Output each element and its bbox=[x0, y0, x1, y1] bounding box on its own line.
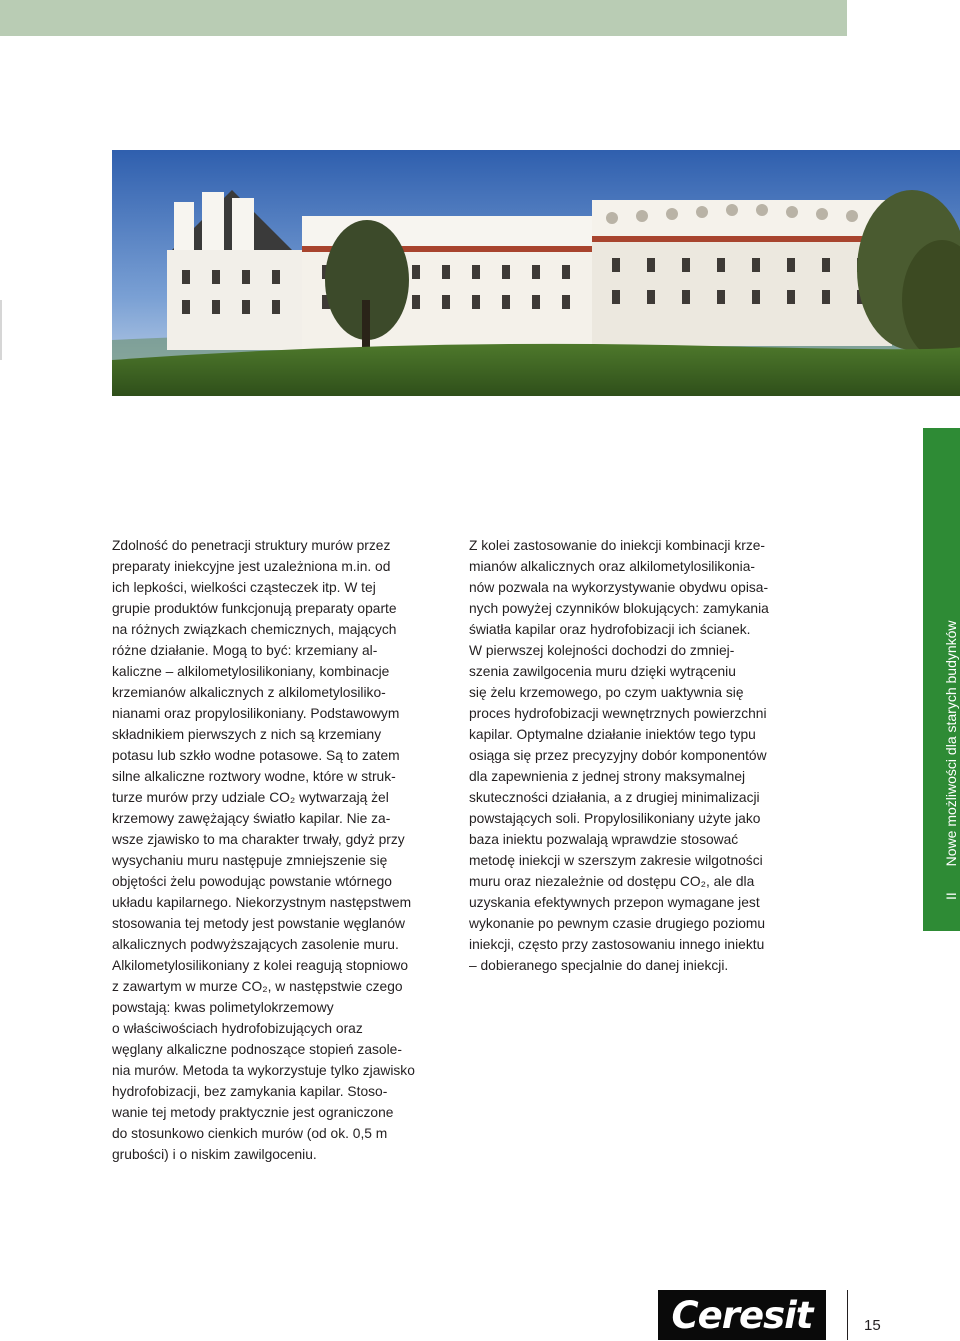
body-text-left-column: Zdolność do penetracji struktury murów przez preparaty iniekcyjne jest uzależniona m.in. od ich lepkości, wielkości cząsteczek itp. W tej grupie produktów funkcjonują preparaty oparte na różnych związkach chemicznych, mających różne działanie. Mogą to być: krzemiany al- kaliczne – alkilometylosilikoniany, kombinacje krzemianów alkalicznych z alkilometylosiliko- nianami oraz propylosilikoniany. Podstawowym składnikiem pierwszych z nich są krzemiany potasu lub szkło wodne potasowe. Są to zatem silne alkaliczne roztwory wodne, które w struk- turze murów przy udziale CO₂ wytwarzają żel krzemowy zawężający światło kapilar. Nie za- wsze zjawisko to ma charakter trwały, gdyż przy wysychaniu muru następuje zmniejszenie się objętości żelu powodując powstanie wtórnego układu kapilarnego. Niekorzystnym następstwem stosowania tej metody jest powstanie węglanów alkalicznych podwyższających zasolenie muru. Alkilometylosilikoniany z kolei reagują stopniowo z zawartym w murze CO₂, w następstwie czego powstają: kwas polimetylokrzemowy o właściwościach hydrofobizujących oraz węglany alkaliczne podnoszące stopień zasole- nia murów. Metoda ta wykorzystuje tylko zjawisko hydrofobizacji, bez zamykania kapilar. Stoso- wanie tej metody praktycznie jest ograniczone do stosunkowo cienkich murów (od ok. 0,5 m grubości) i o niskim zawilgoceniu. bbox=[112, 538, 415, 1162]
body-text-right-column: Z kolei zastosowanie do iniekcji kombinacji krze- mianów alkalicznych oraz alkilometylosilikonia- nów pozwala na wykorzystywanie obydwu opisa- nych powyżej czynników blokujących: zamykania światła kapilar oraz hydrofobizacji ich ścianek. W pierwszej kolejności dochodzi do zmniej- szenia zawilgocenia muru dzięki wytrąceniu się żelu krzemowego, po czym uaktywnia się proces hydrofobizacji wewnętrznych powierzchni kapilar. Optymalne działanie iniektów tego typu osiąga się przez precyzyjny dobór komponentów dla zapewnienia z jednej strony maksymalnej skuteczności działania, a z drugiej minimalizacji powstających soli. Propylosilikoniany użyte jako baza iniektu pozwalają wprawdzie stosować metodę iniekcji w szerszym zakresie wilgotności muru oraz niezależnie od dostępu CO₂, ale dla uzyskania efektywnych przepon wymagane jest wykonanie po pewnym czasie drugiego poziomu iniekcji, często przy zastosowaniu innego iniektu – dobieranego specjalnie do danej iniekcji. bbox=[469, 538, 769, 973]
footer-divider bbox=[847, 1290, 848, 1340]
logo-text: Ceresit bbox=[671, 1293, 813, 1337]
castle-photo bbox=[112, 150, 960, 396]
margin-rule bbox=[0, 300, 2, 360]
page-number: 15 bbox=[864, 1317, 881, 1334]
chapter-number: II bbox=[943, 892, 959, 900]
chapter-title: Nowe możliwości dla starych budynków bbox=[943, 620, 959, 867]
top-color-band bbox=[0, 0, 847, 36]
ceresit-logo bbox=[658, 1290, 826, 1340]
chapter-side-tab-label bbox=[942, 620, 960, 900]
